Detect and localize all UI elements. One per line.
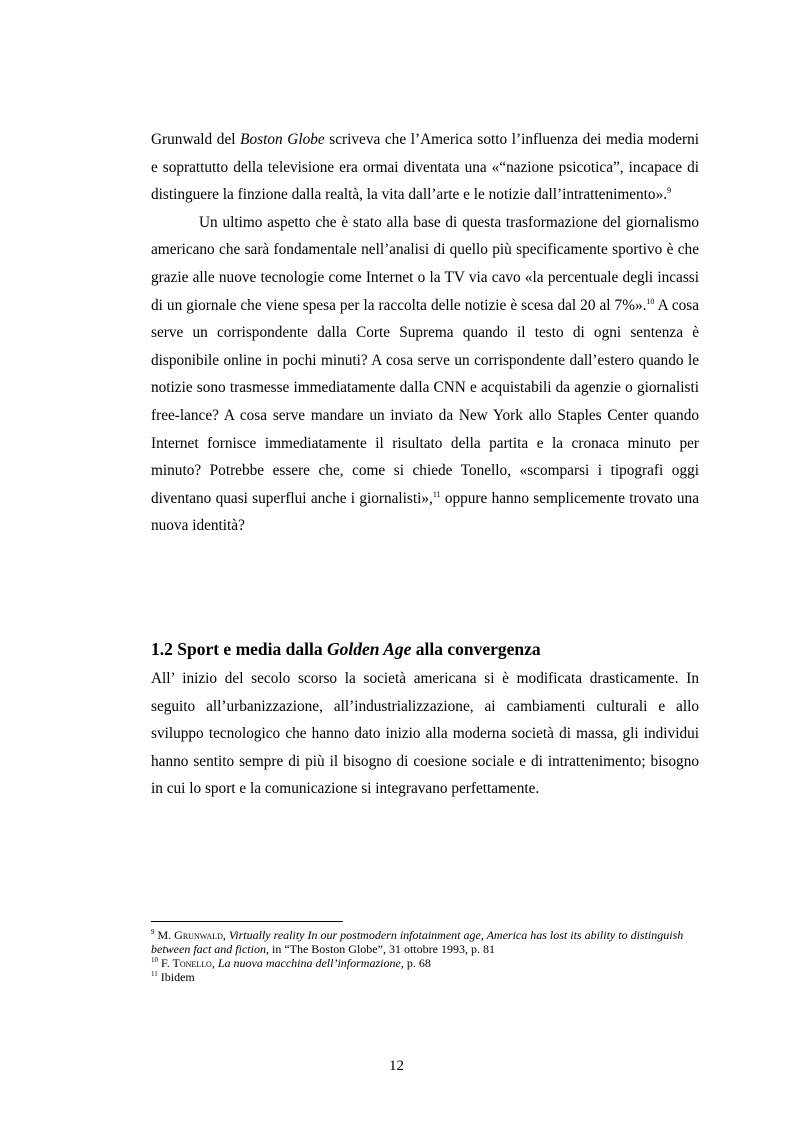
footnote-ref-9[interactable]: 9 — [667, 186, 672, 196]
paragraph-grunwald — [151, 126, 699, 209]
text-run: oppure hanno semplicemente trovato una nuova identità? — [151, 489, 700, 535]
author-initial: M. G — [154, 928, 183, 942]
footnote-number: 11 — [151, 970, 158, 978]
footnote-number: 10 — [151, 956, 158, 964]
author-initial: F. T — [158, 956, 180, 970]
footnotes — [151, 928, 711, 984]
text-run: scriveva che l’America sotto l’influenza dei media moderni e soprattutto della televisione era ormai diventata una «“nazione psicotica”, incapace di distinguere la finzione dalla realtà, la vita dall’arte e le notizie dall’intrattenimento». — [151, 131, 699, 204]
separator: , — [222, 928, 229, 942]
heading-italic: Golden Age — [326, 639, 412, 659]
citation-details: p. 68 — [403, 956, 431, 970]
page-number: 12 — [389, 1058, 404, 1074]
body-text-top — [151, 126, 699, 540]
separator: , — [211, 956, 218, 970]
heading-run: alla convergenza — [411, 639, 541, 659]
citation-details: , in “The Boston Globe”, 31 ottobre 1993, p. 81 — [265, 942, 495, 956]
text-run: A cosa serve un corrispondente dalla Corte Suprema quando il testo di ogni sentenza è disponibile online in pochi minuti? A cosa serve un corrispondente dall’estero quando le notizie sono trasmesse immediatamente dalla CNN e acquistabili da agenzie o giornalisti free-lance? A cosa serve mandare un inviato da New York allo Staples Center quando Internet fornisce immediatamente il risultato della partita e la cronaca minuto per minuto? Potrebbe essere che, come si chiede Tonello, «scomparsi i tipografi oggi diventano quasi superflui anche i giornalisti», — [151, 296, 700, 507]
section-heading — [151, 636, 699, 662]
text-run: Grunwald del — [151, 131, 241, 148]
footnote-10 — [151, 956, 711, 970]
cited-title: Virtually reality In our postmodern infotainment age, America has lost its ability to distinguish between fact and fiction — [151, 928, 684, 956]
footnote-text: Ibidem — [157, 970, 195, 984]
paragraph-technology — [151, 209, 699, 540]
heading-run: 1.2 Sport e media dalla — [151, 639, 327, 659]
author-name: onello — [179, 956, 212, 970]
footnote-9 — [151, 928, 711, 956]
paragraph-society: All’ inizio del secolo scorso la società americana si è modificata drasticamente. In seguito all’urbanizzazione, all’industrializzazione, ai cambiamenti culturali e allo sviluppo tecnologico che hanno dato inizio alla moderna società di massa, gli individui hanno sentito sempre di più il bisogno di coesione sociale e di intrattenimento; bisogno in cui lo sport e la comunicazione si integravano perfettamente. — [151, 670, 699, 798]
footnote-11 — [151, 970, 711, 984]
body-text-bottom — [151, 665, 699, 803]
footnote-ref-10[interactable]: 10 — [646, 296, 655, 306]
newspaper-name: Boston Globe — [240, 131, 325, 148]
footnote-ref-11[interactable]: 11 — [432, 489, 441, 499]
footnote-separator — [151, 921, 343, 922]
author-name: runwald — [182, 928, 223, 942]
cited-title: La nuova macchina dell’informazione, — [217, 956, 404, 970]
footnote-number: 9 — [151, 928, 155, 936]
text-run: Un ultimo aspetto che è stato alla base di questa trasformazione del giornalismo americano che sarà fondamentale nell’analisi di quello più specificamente sportivo è che grazie alle nuove tecnologie come Internet o la TV via cavo «la percentuale degli incassi di un giornale che viene spesa per la raccolta delle notizie è scesa dal 20 al 7%». — [151, 213, 699, 314]
